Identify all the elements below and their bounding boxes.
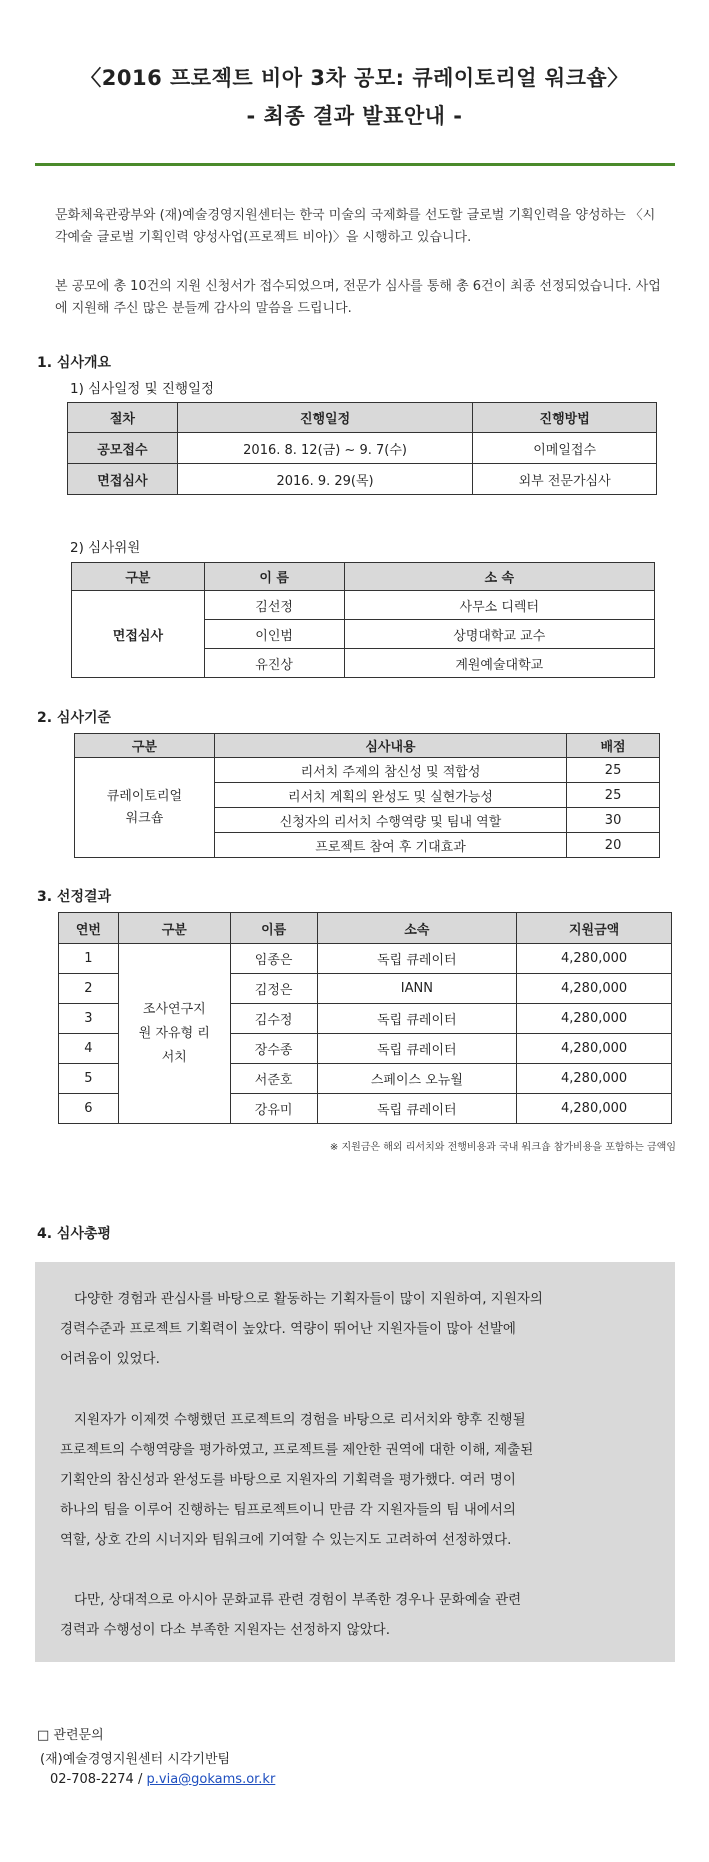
result-no: 6 <box>59 1094 119 1124</box>
review-line: 하나의 팀을 이루어 진행하는 팀프로젝트이니 만큼 각 지원자들의 팀 내에서의 <box>60 1502 516 1518</box>
page-subtitle: - 최종 결과 발표안내 - <box>246 104 463 128</box>
criteria-content: 프로젝트 참여 후 기대효과 <box>214 833 566 858</box>
section-1-heading: 1. 심사개요 <box>37 355 112 371</box>
results-table <box>58 912 672 1124</box>
criteria-header-score: 배점 <box>567 734 660 758</box>
schedule-date: 2016. 8. 12(금) ~ 9. 7(수) <box>177 433 473 464</box>
result-affiliation: IANN <box>317 974 517 1004</box>
contact-separator: / <box>137 1772 143 1787</box>
result-name: 임종은 <box>230 944 317 974</box>
result-name: 서준호 <box>230 1064 317 1094</box>
section-2-heading: 2. 심사기준 <box>37 710 112 726</box>
schedule-step: 공모접수 <box>68 433 178 464</box>
table-row <box>75 758 660 783</box>
review-line: 프로젝트의 수행역량을 평가하였고, 프로젝트를 제안한 권역에 대한 이해, 제출된 <box>60 1442 534 1458</box>
review-line: 지원자가 이제껏 수행했던 프로젝트의 경험을 바탕으로 리서치와 향후 진행될 <box>74 1412 526 1428</box>
result-no: 3 <box>59 1004 119 1034</box>
result-amount: 4,280,000 <box>517 1034 672 1064</box>
contact-org: (재)예술경영지원센터 시각기반팀 <box>40 1752 231 1767</box>
table-row <box>68 433 657 464</box>
results-header-affiliation: 소속 <box>317 913 517 944</box>
judge-name: 유진상 <box>204 649 344 678</box>
review-box <box>35 1262 675 1662</box>
criteria-content: 리서치 계획의 완성도 및 실현가능성 <box>214 783 566 808</box>
review-line: 다만, 상대적으로 아시아 문화교류 관련 경험이 부족한 경우나 문화예술 관련 <box>74 1592 522 1608</box>
results-header-name: 이름 <box>230 913 317 944</box>
table-row <box>59 944 672 974</box>
judge-affiliation: 계원예술대학교 <box>344 649 654 678</box>
schedule-method: 외부 전문가심사 <box>473 464 657 495</box>
result-amount: 4,280,000 <box>517 1064 672 1094</box>
results-category: 조사연구지원 자유형 리서치 <box>118 944 230 1124</box>
result-no: 1 <box>59 944 119 974</box>
contact-phone: 02-708-2274 <box>50 1772 134 1787</box>
results-header-no: 연번 <box>59 913 119 944</box>
section-1-sub-1: 1) 심사일정 및 진행일정 <box>70 381 215 397</box>
judge-name: 이인범 <box>204 620 344 649</box>
result-amount: 4,280,000 <box>517 1094 672 1124</box>
review-line: 기획안의 참신성과 완성도를 바탕으로 지원자의 기획력을 평가했다. 여러 명이 <box>60 1472 516 1488</box>
result-affiliation: 독립 큐레이터 <box>317 1004 517 1034</box>
schedule-header-date: 진행일정 <box>177 403 473 433</box>
criteria-score: 25 <box>567 783 660 808</box>
judges-header-category: 구분 <box>72 563 205 591</box>
result-no: 2 <box>59 974 119 1004</box>
result-name: 김수정 <box>230 1004 317 1034</box>
schedule-date: 2016. 9. 29(목) <box>177 464 473 495</box>
criteria-score: 25 <box>567 758 660 783</box>
section-1-sub-2: 2) 심사위원 <box>70 540 141 556</box>
results-header-category: 구분 <box>118 913 230 944</box>
result-amount: 4,280,000 <box>517 974 672 1004</box>
result-amount: 4,280,000 <box>517 1004 672 1034</box>
judge-affiliation: 사무소 디렉터 <box>344 591 654 620</box>
review-line: 다양한 경험과 관심사를 바탕으로 활동하는 기획자들이 많이 지원하여, 지원자의 <box>74 1291 543 1307</box>
criteria-score: 20 <box>567 833 660 858</box>
criteria-score: 30 <box>567 808 660 833</box>
criteria-category: 큐레이토리얼 워크숍 <box>75 758 215 858</box>
result-name: 김정은 <box>230 974 317 1004</box>
schedule-header-method: 진행방법 <box>473 403 657 433</box>
judges-header-name: 이 름 <box>204 563 344 591</box>
review-line: 역할, 상호 간의 시너지와 팀워크에 기여할 수 있는지도 고려하여 선정하였다. <box>60 1532 512 1548</box>
review-line: 어려움이 있었다. <box>60 1351 160 1367</box>
result-no: 4 <box>59 1034 119 1064</box>
funding-note: ※ 지원금은 해외 리서치와 전행비용과 국내 워크숍 참가비용을 포함하는 금액임 <box>329 1142 676 1153</box>
title-divider <box>35 163 675 166</box>
result-amount: 4,280,000 <box>517 944 672 974</box>
results-header-amount: 지원금액 <box>517 913 672 944</box>
criteria-header-category: 구분 <box>75 734 215 758</box>
criteria-content: 신청자의 리서치 수행역량 및 팀내 역할 <box>214 808 566 833</box>
result-affiliation: 독립 큐레이터 <box>317 1094 517 1124</box>
contact-line <box>50 1772 275 1787</box>
judge-name: 김선정 <box>204 591 344 620</box>
schedule-step: 면접심사 <box>68 464 178 495</box>
intro-paragraph-1: 문화체육관광부와 (재)예술경영지원센터는 한국 미술의 국제화를 선도할 글로벌 기획인력을 양성하는 〈시각예술 글로벌 기획인력 양성사업(프로젝트 비아)〉을 시행하고 있습니다. <box>55 208 656 245</box>
result-name: 장수종 <box>230 1034 317 1064</box>
result-affiliation: 스페이스 오뉴월 <box>317 1064 517 1094</box>
result-affiliation: 독립 큐레이터 <box>317 1034 517 1064</box>
section-4-heading: 4. 심사총평 <box>37 1226 112 1242</box>
review-line: 경력과 수행성이 다소 부족한 지원자는 선정하지 않았다. <box>60 1622 390 1638</box>
schedule-header-step: 절차 <box>68 403 178 433</box>
result-name: 강유미 <box>230 1094 317 1124</box>
review-line: 경력수준과 프로젝트 기획력이 높았다. 역량이 뛰어난 지원자들이 많아 선발에 <box>60 1321 516 1337</box>
contact-heading: □ 관련문의 <box>37 1728 104 1743</box>
table-row <box>72 591 655 620</box>
table-row <box>68 464 657 495</box>
intro-paragraph-2: 본 공모에 총 10건의 지원 신청서가 접수되었으며, 전문가 심사를 통해 총 6건이 최종 선정되었습니다. 사업에 지원해 주신 많은 분들께 감사의 말씀을 드립니다. <box>55 279 661 316</box>
result-affiliation: 독립 큐레이터 <box>317 944 517 974</box>
page-title: 〈2016 프로젝트 비아 3차 공모: 큐레이토리얼 워크숍〉 <box>80 66 629 90</box>
judges-table <box>71 562 655 678</box>
schedule-method: 이메일접수 <box>473 433 657 464</box>
schedule-table <box>67 402 657 495</box>
criteria-table <box>74 733 660 858</box>
contact-email-link[interactable]: p.via@gokams.or.kr <box>146 1772 276 1787</box>
criteria-header-content: 심사내용 <box>214 734 566 758</box>
judges-category: 면접심사 <box>72 591 205 678</box>
section-3-heading: 3. 선정결과 <box>37 889 112 905</box>
judge-affiliation: 상명대학교 교수 <box>344 620 654 649</box>
judges-header-affiliation: 소 속 <box>344 563 654 591</box>
criteria-content: 리서치 주제의 참신성 및 적합성 <box>214 758 566 783</box>
result-no: 5 <box>59 1064 119 1094</box>
